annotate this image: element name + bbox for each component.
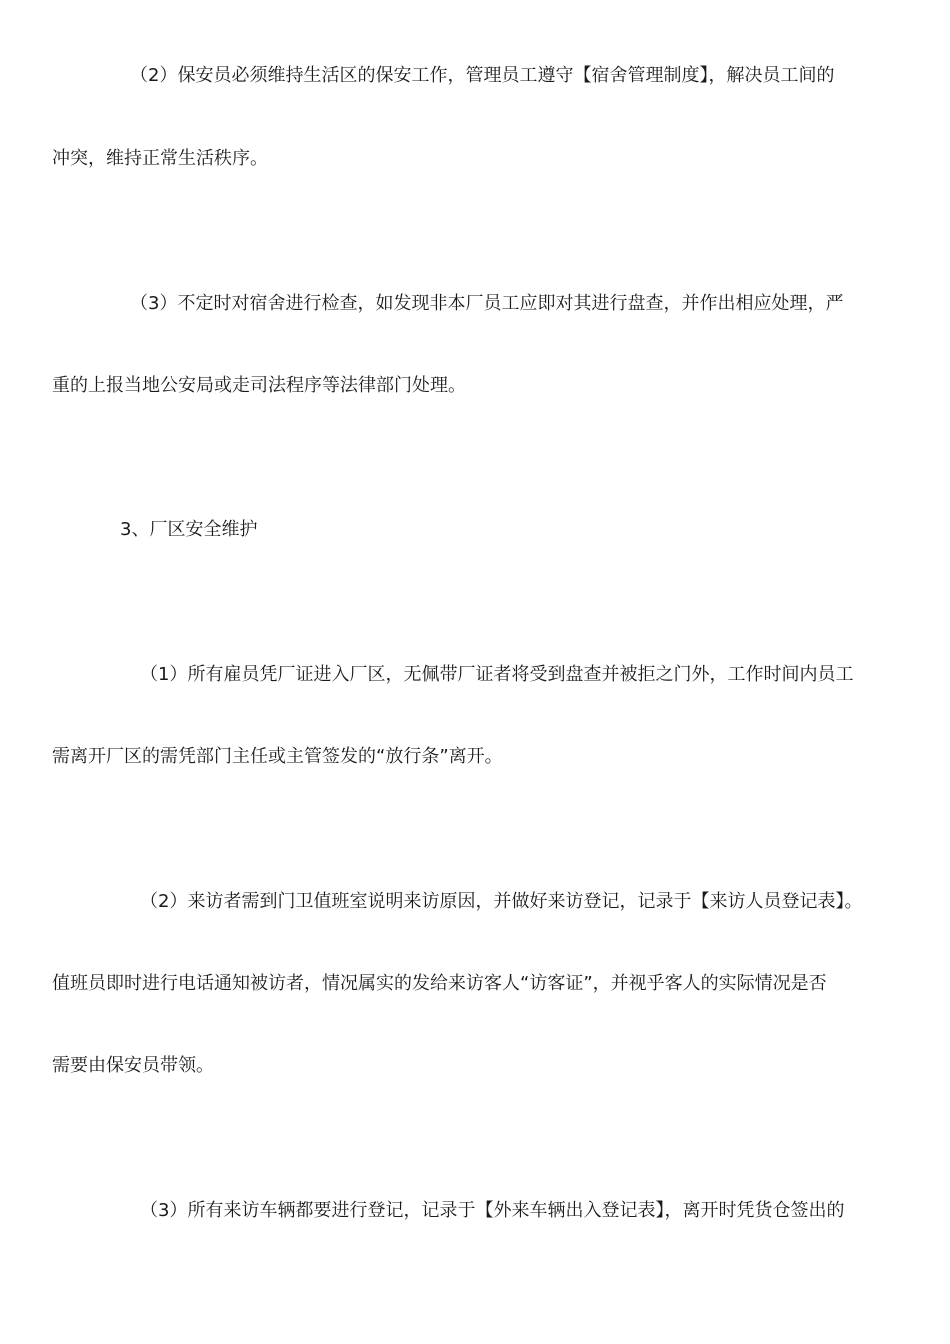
paragraph-factory-pass-line-1: （1）所有雇员凭厂证进入厂区，无佩带厂证者将受到盘查并被拒之门外，工作时间内员工 <box>140 664 854 685</box>
paragraph-visitor-registration-line-2: 值班员即时进行电话通知被访者，情况属实的发给来访客人“访客证”，并视乎客人的实际情况是否 <box>52 973 827 994</box>
paragraph-dorm-security-line-2: 冲突，维持正常生活秩序。 <box>52 148 268 169</box>
paragraph-dorm-security-line-1: （2）保安员必须维持生活区的保安工作，管理员工遵守【宿舍管理制度】，解决员工间的 <box>130 65 835 86</box>
section-heading-plant-security: 3、厂区安全维护 <box>120 519 258 540</box>
paragraph-visitor-registration-line-1: （2）来访者需到门卫值班室说明来访原因，并做好来访登记，记录于【来访人员登记表】。 <box>140 891 863 912</box>
paragraph-dorm-inspection-line-2: 重的上报当地公安局或走司法程序等法律部门处理。 <box>52 375 466 396</box>
paragraph-dorm-inspection-line-1: （3）不定时对宿舍进行检查，如发现非本厂员工应即对其进行盘查，并作出相应处理，严 <box>130 293 844 314</box>
paragraph-visitor-registration-line-3: 需要由保安员带领。 <box>52 1055 214 1076</box>
paragraph-factory-pass-line-2: 需离开厂区的需凭部门主任或主管签发的“放行条”离开。 <box>52 746 503 767</box>
paragraph-vehicle-registration-line-1: （3）所有来访车辆都要进行登记，记录于【外来车辆出入登记表】，离开时凭货仓签出的 <box>140 1200 845 1221</box>
